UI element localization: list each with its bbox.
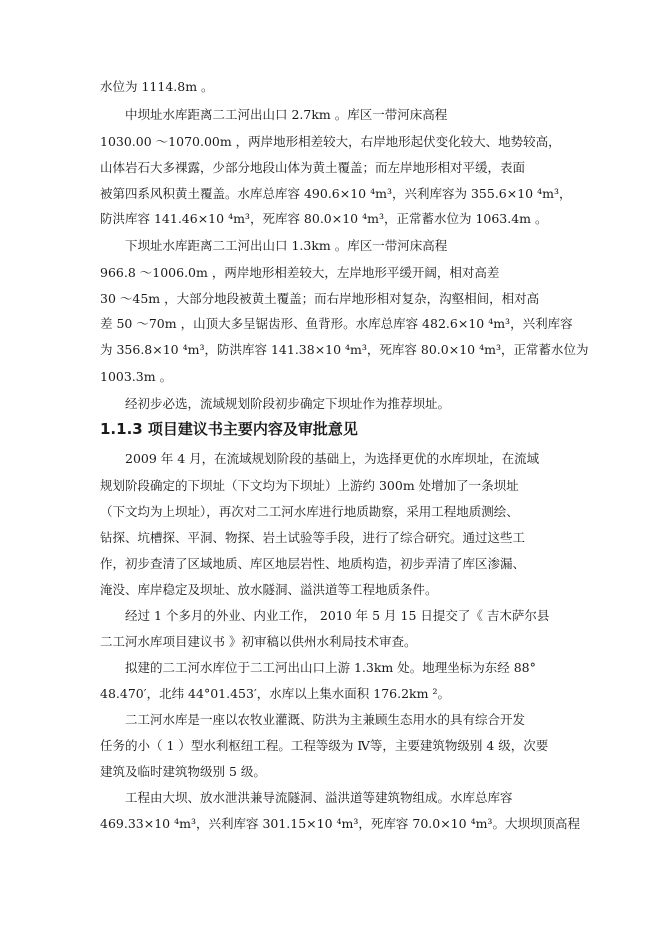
text-line: 1030.00 ～1070.00m ，两岸地形相差较大，右岸地形起伏变化较大、地势较高， (100, 134, 561, 149)
text-line: 差 50 ～70m ，山顶大多呈锯齿形、鱼背形。水库总库容 482.6×10 ⁴m³，兴利库容 (100, 316, 573, 331)
text-line: 2009 年 4 月，在流域规划阶段的基础上，为选择更优的水库坝址，在流域 (125, 451, 540, 466)
text-line: 下坝址水库距离二工河出山口 1.3km 。库区一带河床高程 (125, 238, 448, 253)
text-line: 被第四系风积黄土覆盖。水库总库容 490.6×10 ⁴m³，兴利库容为 355.6×10 ⁴m³， (100, 186, 572, 201)
text-line: 469.33×10 ⁴m³，兴利库容 301.15×10 ⁴m³，死库容 70.0×10 ⁴m³。大坝坝顶高程 (100, 816, 580, 831)
text-line: 为 356.8×10 ⁴m³，防洪库容 141.38×10 ⁴m³，死库容 80.0×10 ⁴m³，正常蓄水位为 (100, 342, 589, 357)
text-line: 任务的小（ 1 ）型水利枢纽工程。工程等级为 Ⅳ等，主要建筑物级别 4 级，次要 (100, 738, 549, 753)
text-line: 1003.3m 。 (100, 369, 173, 384)
text-line: 中坝址水库距离二工河出山口 2.7km 。库区一带河床高程 (125, 107, 448, 122)
text-line: （下文均为上坝址），再次对二工河水库进行地质勘察，采用工程地质测绘、 (100, 504, 519, 519)
text-line: 48.470′，北纬 44°01.453′，水库以上集水面积 176.2km ²。 (100, 686, 450, 701)
text-line: 二工河水库项目建议书 》初审稿以供州水利局技术审查。 (100, 634, 417, 649)
text-line: 工程由大坝、放水泄洪兼导流隧洞、溢洪道等建筑物组成。水库总库容 (125, 790, 513, 805)
text-line: 经初步必选，流域规划阶段初步确定下坝址作为推荐坝址。 (125, 396, 451, 411)
text-line: 淹没、库岸稳定及坝址、放水隧洞、溢洪道等工程地质条件。 (100, 582, 438, 597)
text-line: 作，初步查清了区域地质、库区地层岩性、地质构造，初步弄清了库区渗漏、 (100, 556, 526, 571)
text-line: 经过 1 个多月的外业、内业工作， 2010 年 5 月 15 日提交了《 吉木萨尔县 (125, 608, 550, 623)
text-line: 966.8 ～1006.0m ，两岸地形相差较大，左岸地形平缓开阔，相对高差 (100, 265, 500, 280)
text-line: 防洪库容 141.46×10 ⁴m³，死库容 80.0×10 ⁴m³，正常蓄水位为 1063.4m 。 (100, 211, 548, 226)
text-line: 二工河水库是一座以农牧业灌溉、防洪为主兼顾生态用水的具有综合开发 (125, 712, 526, 727)
text-line: 拟建的二工河水库位于二工河出山口上游 1.3km 处。地理坐标为东经 88° (125, 660, 536, 675)
text-line: 规划阶段确定的下坝址（下文均为下坝址）上游约 300m 处增加了一条坝址 (100, 478, 519, 493)
section-heading: 1.1.3 项目建议书主要内容及审批意见 (100, 420, 358, 438)
text-line: 水位为 1114.8m 。 (100, 79, 214, 94)
text-line: 钻探、坑槽探、平洞、物探、岩土试验等手段，进行了综合研究。通过这些工 (100, 530, 526, 545)
text-line: 30 ～45m ，大部分地段被黄土覆盖；而右岸地形相对复杂，沟壑相间，相对高 (100, 291, 540, 306)
text-line: 建筑及临时建筑物级别 5 级。 (100, 764, 266, 779)
text-line: 山体岩石大多裸露，少部分地段山体为黄土覆盖；而左岸地形相对平缓，表面 (100, 160, 526, 175)
